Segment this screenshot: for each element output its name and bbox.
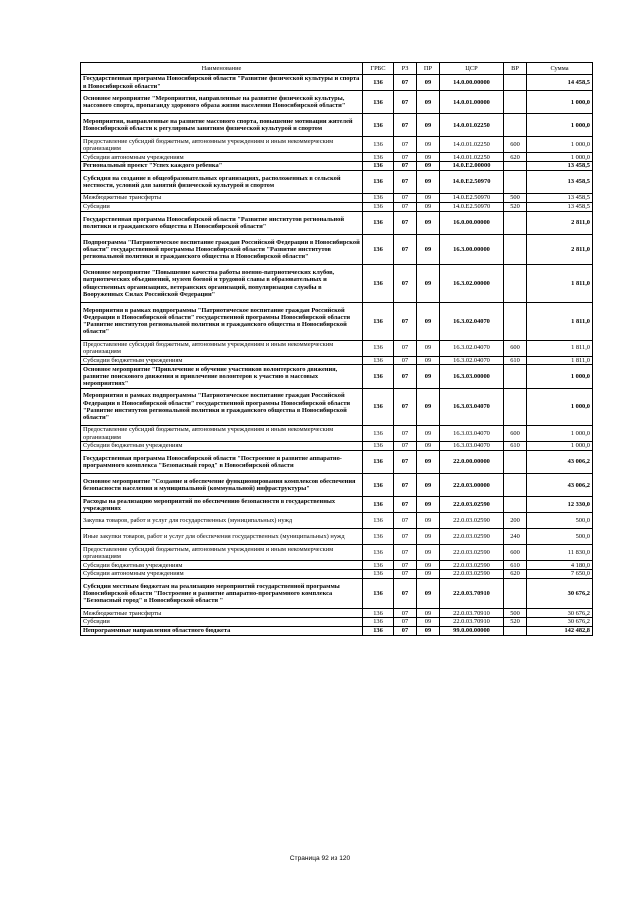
cell-csr: 16.3.02.00000 [440,265,504,303]
cell-vr: 610 [504,356,527,365]
cell-vr [504,365,527,388]
cell-csr: 14.0.E2.50970 [440,170,504,193]
cell-name: Субсидии [81,618,363,627]
cell-name: Предоставление субсидий бюджетным, автономным учреждениям и иным некоммерческим организациям [81,340,363,356]
cell-name: Субсидия на создание в общеобразовательных организациях, расположенных в сельской местности, условий для занятий физической культурой и спортом [81,170,363,193]
cell-sum: 13 458,5 [527,202,593,211]
table-row [81,91,593,114]
cell-name: Непрограммные направления областного бюджета [81,626,363,635]
cell-csr: 22.0.03.70910 [440,578,504,608]
cell-csr: 16.3.02.04070 [440,340,504,356]
cell-csr: 22.0.03.02590 [440,545,504,561]
cell-csr: 14.0.E2.50970 [440,194,504,203]
table-row [81,302,593,340]
table-row [81,153,593,162]
cell-name: Межбюджетные трансферты [81,609,363,618]
cell-sum: 1 811,0 [527,356,593,365]
cell-grbs: 136 [363,91,394,114]
cell-rz: 07 [394,570,417,579]
table-row [81,474,593,497]
cell-csr: 22.0.03.02590 [440,497,504,513]
cell-name: Региональный проект "Успех каждого ребенка" [81,162,363,171]
cell-rz: 07 [394,194,417,203]
cell-rz: 07 [394,356,417,365]
cell-vr: 610 [504,561,527,570]
cell-name: Субсидии бюджетным учреждениям [81,561,363,570]
cell-pr: 09 [417,388,440,426]
header-name: Наименование [81,63,363,75]
table-row [81,626,593,635]
cell-csr: 22.0.03.70910 [440,618,504,627]
table-row [81,137,593,153]
table-row [81,388,593,426]
cell-name: Государственная программа Новосибирской области "Развитие институтов региональной политики и гражданского общества в Новосибирской области" [81,211,363,234]
cell-csr: 14.0.01.02250 [440,137,504,153]
cell-csr: 16.3.02.04070 [440,356,504,365]
page-number: Страница 92 из 120 [289,855,351,862]
cell-name: Основное мероприятие "Повышение качества работы военно-патриотических клубов, патриотических объединений, музеев боевой и трудовой славы в образовательных и общественных организациях, ветеранских организаций, популяризация службы в Вооруженных Силах Российской Федерации" [81,265,363,303]
cell-grbs: 136 [363,388,394,426]
cell-name: Субсидии [81,202,363,211]
cell-sum: 1 000,0 [527,442,593,451]
cell-rz: 07 [394,91,417,114]
cell-pr: 09 [417,561,440,570]
cell-grbs: 136 [363,340,394,356]
cell-name: Основное мероприятие "Привлечение и обучение участников волонтерского движения, развитие поискового движения и привлечение волонтеров к участию в массовых мероприятиях" [81,365,363,388]
cell-pr: 09 [417,426,440,442]
cell-pr: 09 [417,170,440,193]
cell-vr: 600 [504,340,527,356]
cell-grbs: 136 [363,114,394,137]
cell-sum: 13 458,5 [527,194,593,203]
cell-sum: 1 000,0 [527,388,593,426]
cell-vr [504,114,527,137]
cell-sum: 13 458,5 [527,170,593,193]
cell-csr: 14.0.00.00000 [440,75,504,91]
cell-name: Предоставление субсидий бюджетным, автономным учреждениям и иным некоммерческим организациям [81,545,363,561]
cell-grbs: 136 [363,626,394,635]
cell-sum: 30 676,2 [527,609,593,618]
table-row [81,561,593,570]
table-row [81,497,593,513]
cell-csr: 16.3.02.04070 [440,302,504,340]
table-row [81,194,593,203]
cell-grbs: 136 [363,170,394,193]
cell-vr [504,265,527,303]
cell-csr: 22.0.03.02590 [440,529,504,545]
cell-csr: 99.0.00.00000 [440,626,504,635]
cell-csr: 14.0.E2.50970 [440,202,504,211]
cell-vr [504,474,527,497]
cell-grbs: 136 [363,211,394,234]
cell-vr: 500 [504,194,527,203]
cell-pr: 09 [417,162,440,171]
cell-rz: 07 [394,340,417,356]
cell-sum: 1 000,0 [527,114,593,137]
table-row [81,234,593,264]
cell-pr: 09 [417,265,440,303]
cell-rz: 07 [394,202,417,211]
cell-grbs: 136 [363,545,394,561]
table-row [81,265,593,303]
table-row [81,442,593,451]
table-row [81,162,593,171]
cell-name: Мероприятия в рамках подпрограммы "Патриотическое воспитание граждан Российской Федерации в Новосибирской области" государственной программы Новосибирской области "Развитие институтов региональной политики и гражданского общества в Новосибирской области" [81,388,363,426]
cell-name: Иные закупки товаров, работ и услуг для обеспечения государственных (муниципальных) нужд [81,529,363,545]
cell-vr [504,162,527,171]
cell-sum: 500,0 [527,513,593,529]
cell-vr [504,578,527,608]
cell-rz: 07 [394,529,417,545]
cell-sum: 4 180,0 [527,561,593,570]
cell-rz: 07 [394,450,417,473]
cell-name: Субсидии автономным учреждениям [81,153,363,162]
cell-vr: 200 [504,513,527,529]
cell-vr [504,234,527,264]
table-row [81,545,593,561]
cell-grbs: 136 [363,497,394,513]
budget-table [80,62,593,636]
header-row [81,63,593,75]
table-row [81,618,593,627]
cell-csr: 16.3.03.04070 [440,442,504,451]
cell-name: Закупка товаров, работ и услуг для государственных (муниципальных) нужд [81,513,363,529]
cell-sum: 500,0 [527,529,593,545]
cell-csr: 16.3.03.04070 [440,388,504,426]
cell-rz: 07 [394,75,417,91]
cell-grbs: 136 [363,365,394,388]
cell-pr: 09 [417,356,440,365]
cell-name: Мероприятия в рамках подпрограммы "Патриотическое воспитание граждан Российской Федерации в Новосибирской области" государственной программы Новосибирской области "Развитие институтов региональной политики и гражданского общества в Новосибирской области" [81,302,363,340]
cell-rz: 07 [394,388,417,426]
cell-pr: 09 [417,474,440,497]
cell-pr: 09 [417,194,440,203]
cell-vr [504,497,527,513]
cell-csr: 14.0.01.02250 [440,153,504,162]
cell-vr: 500 [504,609,527,618]
cell-csr: 14.0.01.00000 [440,91,504,114]
cell-pr: 09 [417,609,440,618]
cell-sum: 1 000,0 [527,365,593,388]
cell-pr: 09 [417,578,440,608]
cell-grbs: 136 [363,578,394,608]
cell-pr: 09 [417,91,440,114]
cell-vr: 620 [504,153,527,162]
cell-grbs: 136 [363,265,394,303]
cell-csr: 16.3.03.00000 [440,365,504,388]
cell-grbs: 136 [363,162,394,171]
cell-rz: 07 [394,211,417,234]
table-row [81,340,593,356]
cell-grbs: 136 [363,234,394,264]
cell-pr: 09 [417,114,440,137]
cell-rz: 07 [394,626,417,635]
cell-rz: 07 [394,561,417,570]
cell-pr: 09 [417,570,440,579]
cell-sum: 1 000,0 [527,91,593,114]
cell-grbs: 136 [363,302,394,340]
cell-name: Основное мероприятие "Мероприятия, направленные на развитие физической культуры, массового спорта, пропаганду здорового образа жизни населения Новосибирской области" [81,91,363,114]
cell-sum: 43 006,2 [527,474,593,497]
cell-grbs: 136 [363,609,394,618]
cell-grbs: 136 [363,75,394,91]
cell-csr: 16.0.00.00000 [440,211,504,234]
cell-sum: 1 000,0 [527,426,593,442]
cell-grbs: 136 [363,570,394,579]
cell-grbs: 136 [363,450,394,473]
cell-rz: 07 [394,302,417,340]
cell-sum: 2 811,0 [527,234,593,264]
cell-vr: 520 [504,202,527,211]
header-pr: ПР [417,63,440,75]
cell-name: Подпрограмма "Патриотическое воспитание граждан Российской Федерации в Новосибирской области" государственной программы Новосибирской области "Развитие институтов региональной политики и гражданского общества в Новосибирской области" [81,234,363,264]
cell-csr: 22.0.03.02590 [440,561,504,570]
cell-sum: 30 676,2 [527,618,593,627]
cell-csr: 22.0.03.02590 [440,570,504,579]
cell-csr: 14.0.E2.00000 [440,162,504,171]
cell-name: Расходы на реализацию мероприятий по обеспечению безопасности в государственных учреждениях [81,497,363,513]
cell-grbs: 136 [363,529,394,545]
cell-sum: 14 458,5 [527,75,593,91]
cell-pr: 09 [417,153,440,162]
cell-vr: 240 [504,529,527,545]
cell-vr [504,302,527,340]
cell-name: Субсидии бюджетным учреждениям [81,356,363,365]
cell-sum: 2 811,0 [527,211,593,234]
cell-rz: 07 [394,365,417,388]
cell-name: Межбюджетные трансферты [81,194,363,203]
cell-csr: 16.3.03.04070 [440,426,504,442]
cell-pr: 09 [417,202,440,211]
cell-sum: 13 458,5 [527,162,593,171]
cell-vr [504,91,527,114]
header-csr: ЦСР [440,63,504,75]
cell-vr: 600 [504,426,527,442]
cell-csr: 16.3.00.00000 [440,234,504,264]
cell-rz: 07 [394,170,417,193]
cell-pr: 09 [417,442,440,451]
cell-name: Субсидии местным бюджетам на реализацию мероприятий государственной программы Новосибирской области "Построение и развитие аппаратно-программного комплекса "Безопасный город" в Новосибирской области " [81,578,363,608]
cell-name: Государственная программа Новосибирской области "Построение и развитие аппаратно-программного комплекса "Безопасный город" в Новосибирской области [81,450,363,473]
cell-grbs: 136 [363,137,394,153]
cell-pr: 09 [417,513,440,529]
cell-grbs: 136 [363,194,394,203]
table-row [81,426,593,442]
cell-pr: 09 [417,211,440,234]
cell-sum: 11 830,0 [527,545,593,561]
cell-pr: 09 [417,234,440,264]
cell-vr: 600 [504,137,527,153]
cell-grbs: 136 [363,513,394,529]
cell-csr: 22.0.03.70910 [440,609,504,618]
cell-pr: 09 [417,529,440,545]
cell-name: Предоставление субсидий бюджетным, автономным учреждениям и иным некоммерческим организациям [81,426,363,442]
cell-grbs: 136 [363,618,394,627]
cell-pr: 09 [417,497,440,513]
cell-pr: 09 [417,75,440,91]
cell-vr [504,211,527,234]
cell-pr: 09 [417,340,440,356]
cell-name: Субсидии автономным учреждениям [81,570,363,579]
table-row [81,114,593,137]
cell-pr: 09 [417,302,440,340]
cell-vr [504,626,527,635]
table-row [81,609,593,618]
cell-pr: 09 [417,450,440,473]
cell-csr: 22.0.03.02590 [440,513,504,529]
cell-grbs: 136 [363,153,394,162]
cell-grbs: 136 [363,561,394,570]
cell-rz: 07 [394,618,417,627]
table-row [81,529,593,545]
cell-rz: 07 [394,426,417,442]
table-row [81,75,593,91]
cell-grbs: 136 [363,426,394,442]
table-row [81,170,593,193]
cell-vr: 610 [504,442,527,451]
cell-rz: 07 [394,609,417,618]
cell-rz: 07 [394,442,417,451]
cell-pr: 09 [417,618,440,627]
cell-sum: 12 330,0 [527,497,593,513]
header-rz: РЗ [394,63,417,75]
cell-pr: 09 [417,545,440,561]
cell-name: Предоставление субсидий бюджетным, автономным учреждениям и иным некоммерческим организациям [81,137,363,153]
cell-sum: 1 811,0 [527,265,593,303]
cell-rz: 07 [394,153,417,162]
cell-rz: 07 [394,497,417,513]
table-row [81,356,593,365]
table-row [81,450,593,473]
header-vr: ВР [504,63,527,75]
cell-sum: 1 000,0 [527,137,593,153]
cell-name: Государственная программа Новосибирской области "Развитие физической культуры и спорта в Новосибирской области" [81,75,363,91]
table-row [81,211,593,234]
cell-csr: 14.0.01.02250 [440,114,504,137]
cell-rz: 07 [394,578,417,608]
cell-rz: 07 [394,513,417,529]
table-row [81,365,593,388]
table-row [81,570,593,579]
cell-sum: 1 000,0 [527,153,593,162]
header-sum: Сумма [527,63,593,75]
cell-rz: 07 [394,545,417,561]
cell-name: Мероприятия, направленные на развитие массового спорта, повышение мотивации жителей Новосибирской области к регулярным занятиям физической культурой и спортом [81,114,363,137]
cell-name: Основное мероприятие "Создание и обеспечение функционирования комплексов обеспечения безопасности населения и муниципальной (коммунальной) инфраструктуры" [81,474,363,497]
cell-sum: 43 006,2 [527,450,593,473]
cell-vr [504,170,527,193]
cell-rz: 07 [394,114,417,137]
cell-grbs: 136 [363,474,394,497]
cell-rz: 07 [394,137,417,153]
cell-vr [504,75,527,91]
cell-vr: 600 [504,545,527,561]
cell-grbs: 136 [363,202,394,211]
cell-sum: 142 482,8 [527,626,593,635]
cell-grbs: 136 [363,442,394,451]
cell-rz: 07 [394,474,417,497]
cell-rz: 07 [394,162,417,171]
cell-pr: 09 [417,137,440,153]
cell-csr: 22.0.03.00000 [440,474,504,497]
cell-vr [504,388,527,426]
cell-pr: 09 [417,626,440,635]
cell-grbs: 136 [363,356,394,365]
cell-sum: 30 676,2 [527,578,593,608]
cell-vr: 620 [504,570,527,579]
table-row [81,202,593,211]
cell-name: Субсидии бюджетным учреждениям [81,442,363,451]
cell-vr [504,450,527,473]
cell-sum: 1 811,0 [527,340,593,356]
cell-rz: 07 [394,265,417,303]
table-row [81,578,593,608]
cell-csr: 22.0.00.00000 [440,450,504,473]
cell-sum: 7 650,0 [527,570,593,579]
header-grbs: ГРБС [363,63,394,75]
table-row [81,513,593,529]
cell-sum: 1 811,0 [527,302,593,340]
cell-rz: 07 [394,234,417,264]
cell-pr: 09 [417,365,440,388]
cell-vr: 520 [504,618,527,627]
